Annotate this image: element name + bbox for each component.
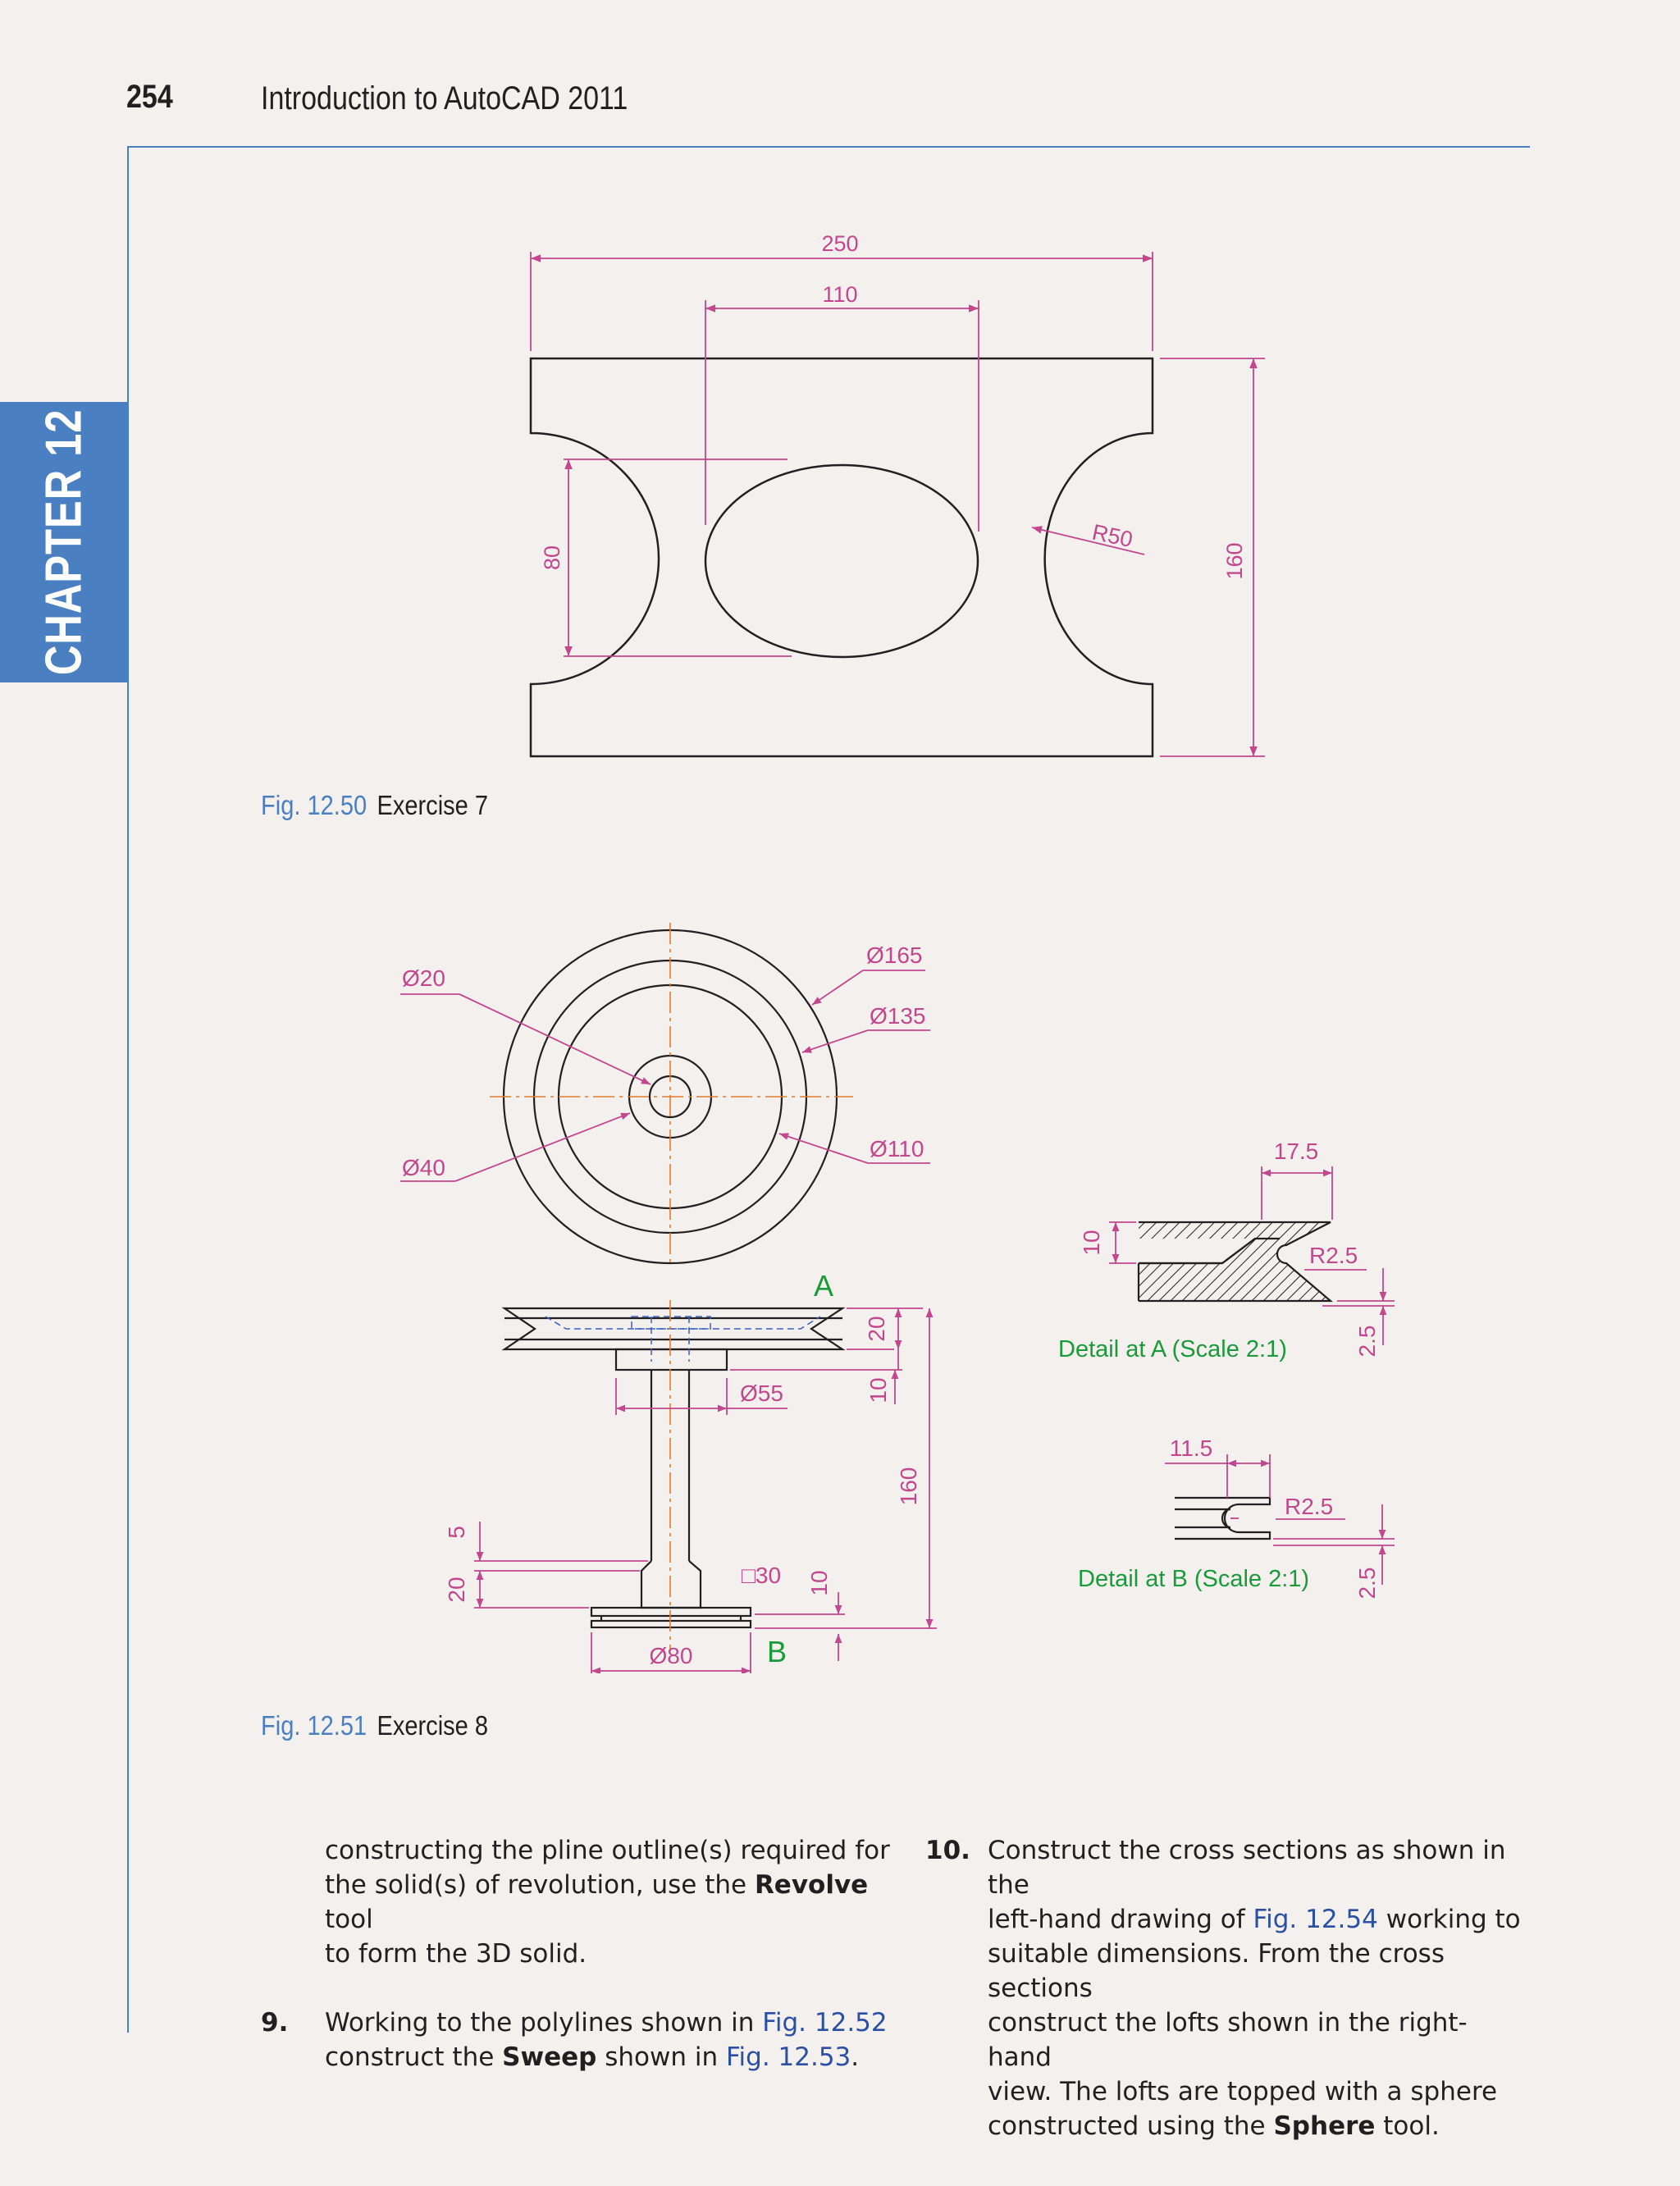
figure-12-51-caption — [261, 1710, 488, 1741]
detail-a-dim-h: 10 — [1079, 1230, 1104, 1256]
dim-v160: 160 — [896, 1467, 921, 1506]
item-10: 10. Construct the cross sections as shown in the left-hand drawing of Fig. 12.54 working to suitable dimensions. From the cross sections construct the lofts shown in the right-hand view. The lofts are topped with a sphere constructed using the Sphere tool. — [988, 1833, 1529, 2143]
fig50-dim-110: 110 — [822, 282, 858, 307]
figure-title: Exercise 8 — [377, 1710, 489, 1741]
label-b: B — [767, 1635, 788, 1668]
detail-a-caption: Detail at A (Scale 2:1) — [1058, 1336, 1287, 1362]
detail-a-dim-w: 17.5 — [1273, 1139, 1319, 1164]
fig50-dim-250: 250 — [821, 231, 859, 256]
left-column — [261, 1833, 899, 2074]
dim-d110: Ø110 — [870, 1136, 924, 1161]
fig50-dim-80: 80 — [540, 545, 564, 571]
dim-d20: Ø20 — [402, 965, 445, 991]
detail-a-dim-r: R2.5 — [1309, 1243, 1358, 1268]
detail-b-caption: Detail at B (Scale 2:1) — [1078, 1566, 1310, 1592]
dim-v10: 10 — [865, 1377, 891, 1403]
detail-a-dim-d: 2.5 — [1354, 1325, 1380, 1358]
item-10-number: 10. — [925, 1836, 970, 1865]
dim-d55: Ø55 — [740, 1381, 783, 1406]
figure-ref: Fig. 12.50 — [261, 790, 368, 820]
detail-b-dim-w: 11.5 — [1169, 1435, 1213, 1461]
sphere-term: Sphere — [1273, 2111, 1376, 2141]
figure-ref: Fig. 12.51 — [261, 1710, 368, 1741]
figure-12-50-drawing — [0, 0, 1680, 820]
figure-title: Exercise 7 — [377, 790, 489, 820]
detail-b-dim-r: R2.5 — [1285, 1494, 1334, 1519]
revolve-term: Revolve — [754, 1870, 869, 1900]
detail-a-drawing — [1135, 1222, 1331, 1301]
fig50-dim-r50: R50 — [1089, 519, 1135, 553]
figure-12-50-caption — [261, 790, 488, 821]
paragraph-line: constructing the pline outline(s) required for — [325, 1836, 890, 1865]
dim-v20: 20 — [864, 1316, 889, 1342]
detail-b-drawing — [1175, 1498, 1270, 1539]
link-fig-12-54[interactable]: Fig. 12.54 — [1253, 1905, 1378, 1934]
sweep-term: Sweep — [502, 2042, 597, 2072]
dim-d80: Ø80 — [649, 1643, 693, 1668]
dim-d40: Ø40 — [402, 1155, 445, 1180]
chapter-tab-label: CHAPTER 12 — [35, 408, 93, 676]
dim-v10b: 10 — [806, 1570, 832, 1596]
paragraph-line: to form the 3D solid. — [325, 1939, 587, 1969]
item-9: 9. Working to the polylines shown in Fig. 12.52 construct the Sweep shown in Fig. 12.53. — [325, 2006, 899, 2074]
right-column — [925, 1833, 1529, 2143]
detail-b-dim-d: 2.5 — [1354, 1567, 1380, 1600]
figure-12-51-drawing — [0, 886, 1680, 1673]
dim-v20b: 20 — [444, 1577, 469, 1603]
label-a: A — [814, 1269, 834, 1303]
book-title: Introduction to AutoCAD 2011 — [261, 80, 628, 116]
dim-d165: Ø165 — [866, 942, 923, 968]
dim-sq30: □30 — [742, 1563, 782, 1588]
link-fig-12-53[interactable]: Fig. 12.53 — [725, 2042, 851, 2072]
page-number: 254 — [126, 79, 173, 115]
link-fig-12-52[interactable]: Fig. 12.52 — [762, 2008, 888, 2038]
dim-v5: 5 — [444, 1526, 469, 1539]
plan-centerlines — [490, 923, 853, 1267]
fig50-outline — [531, 358, 1153, 756]
paragraph-line: the solid(s) of revolution, use the Revolve tool — [325, 1870, 869, 1934]
pulley-elevation — [504, 1308, 842, 1627]
fig50-ellipse — [705, 465, 978, 657]
dim-d135: Ø135 — [870, 1003, 926, 1029]
fig50-dim-160: 160 — [1222, 542, 1247, 580]
item-9-number: 9. — [261, 2008, 289, 2038]
